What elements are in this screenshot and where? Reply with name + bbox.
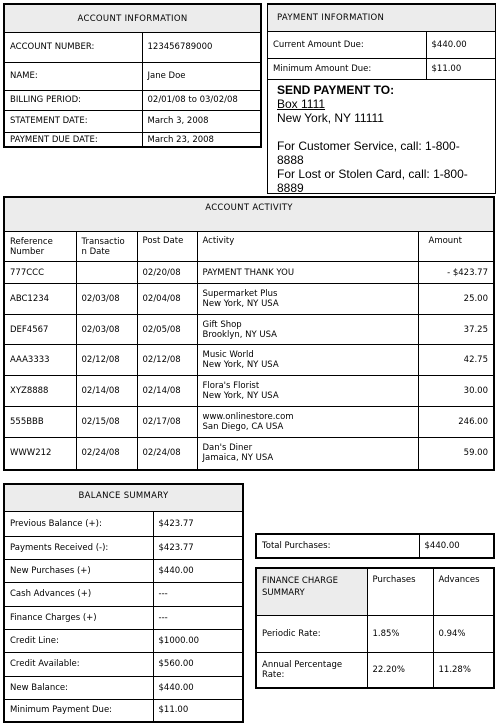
activity-reference: AAA3333 (5, 345, 76, 376)
activity-amount: 25.00 (418, 284, 493, 315)
balance-row (5, 652, 242, 676)
minimum-amount-due-value: $11.00 (426, 58, 495, 79)
balance-row (5, 582, 242, 606)
account-activity-box (3, 196, 495, 471)
balance-value: $440.00 (153, 676, 242, 699)
activity-merchant: Music World (202, 350, 254, 360)
account-information-title: ACCOUNT INFORMATION (5, 5, 260, 33)
name-row (5, 62, 260, 90)
balance-label: Minimum Payment Due: (5, 699, 153, 721)
periodic-rate-purchases: 1.85% (367, 615, 433, 652)
balance-value: $423.77 (153, 536, 242, 559)
activity-merchant: Gift Shop (202, 319, 242, 330)
activity-row (5, 407, 493, 438)
finance-charge-title-line1: FINANCE CHARGE (262, 576, 338, 586)
address-line-2: New York, NY 11111 (277, 111, 384, 125)
amount-header: Amount (418, 232, 493, 262)
activity-merchant: Dan's Diner (202, 443, 253, 454)
account-activity-table (5, 231, 493, 469)
activity-amount: 246.00 (418, 407, 493, 438)
transaction-date-header-line2: n Date (81, 246, 110, 257)
periodic-rate-label: Periodic Rate: (257, 615, 367, 652)
payment-due-date-row (5, 132, 260, 148)
balance-label: Previous Balance (+): (5, 512, 153, 536)
account-information-table (5, 33, 260, 148)
account-number-row (5, 33, 260, 62)
finance-charge-title-line2: SUMMARY (262, 588, 305, 598)
activity-description (197, 438, 418, 469)
balance-label: Payments Received (-): (5, 536, 153, 559)
current-amount-due-row (268, 32, 495, 58)
billing-period-label: BILLING PERIOD: (5, 90, 142, 110)
activity-row (5, 315, 493, 345)
activity-merchant: www.onlinestore.com (202, 412, 294, 422)
balance-value: $11.00 (153, 699, 242, 721)
activity-merchant: Supermarket Plus (202, 289, 278, 299)
payment-information-box (267, 3, 496, 194)
balance-value: --- (153, 606, 242, 629)
activity-location: New York, NY USA (202, 391, 279, 401)
send-payment-heading: SEND PAYMENT TO: (277, 83, 395, 97)
finance-rate-row (257, 615, 493, 652)
activity-reference: ABC1234 (5, 284, 76, 315)
billing-period-row (5, 90, 260, 110)
balance-label: Finance Charges (+) (5, 606, 153, 629)
balance-row (5, 676, 242, 699)
account-information-box (3, 3, 262, 148)
activity-row (5, 284, 493, 315)
customer-service-line-1: For Customer Service, call: 1-800- (277, 139, 460, 153)
customer-service-line-2: 8888 (277, 153, 304, 167)
balance-row (5, 699, 242, 721)
finance-charge-title (257, 569, 367, 615)
address-line-1: Box 1111 (277, 97, 326, 111)
activity-location: San Diego, CA USA (202, 422, 284, 432)
activity-description (197, 315, 418, 345)
activity-reference: DEF4567 (5, 315, 76, 345)
activity-transaction-date (76, 262, 137, 284)
apr-purchases: 22.20% (367, 652, 433, 687)
finance-charge-summary-box (255, 567, 495, 689)
activity-description (197, 262, 418, 284)
activity-transaction-date: 02/12/08 (76, 345, 137, 376)
activity-row (5, 345, 493, 376)
balance-row (5, 606, 242, 629)
finance-rate-row (257, 652, 493, 687)
transaction-date-header (76, 232, 137, 262)
balance-row (5, 559, 242, 582)
activity-description (197, 376, 418, 407)
balance-summary-table (5, 512, 242, 721)
balance-value: $560.00 (153, 652, 242, 676)
reference-number-header (5, 232, 76, 262)
activity-transaction-date: 02/03/08 (76, 315, 137, 345)
activity-amount: 42.75 (418, 345, 493, 376)
activity-post-date: 02/12/08 (137, 345, 197, 376)
current-amount-due-label: Current Amount Due: (268, 32, 426, 58)
balance-value: --- (153, 582, 242, 606)
balance-label: Credit Available: (5, 652, 153, 676)
activity-merchant: PAYMENT THANK YOU (202, 267, 295, 278)
apr-label-line2: Rate: (262, 669, 285, 680)
send-payment-block (277, 83, 495, 195)
balance-value: $1000.00 (153, 629, 242, 652)
balance-label: Credit Line: (5, 629, 153, 652)
payment-information-table (268, 32, 495, 80)
activity-amount: 59.00 (418, 438, 493, 469)
total-purchases-label: Total Purchases: (257, 535, 419, 557)
account-number-label: ACCOUNT NUMBER: (5, 33, 142, 62)
activity-amount: 30.00 (418, 376, 493, 407)
activity-header-row (5, 232, 493, 262)
activity-reference: 777CCC (5, 262, 76, 284)
apr-label-line1: Annual Percentage (262, 659, 343, 670)
activity-transaction-date: 02/14/08 (76, 376, 137, 407)
apr-advances: 11.28% (433, 652, 493, 687)
activity-amount: 37.25 (418, 315, 493, 345)
activity-reference: 555BBB (5, 407, 76, 438)
total-purchases-value: $440.00 (424, 541, 460, 551)
reference-header-line2: Number (10, 246, 45, 257)
account-activity-title: ACCOUNT ACTIVITY (5, 198, 493, 231)
activity-reference: XYZ8888 (5, 376, 76, 407)
payment-due-date-value: March 23, 2008 (142, 132, 260, 148)
activity-post-date: 02/24/08 (137, 438, 197, 469)
balance-row (5, 536, 242, 559)
activity-row (5, 438, 493, 469)
activity-post-date: 02/20/08 (137, 262, 197, 284)
payment-due-date-label: PAYMENT DUE DATE: (5, 132, 142, 148)
balance-value: $423.77 (153, 512, 242, 536)
balance-value: $440.00 (153, 559, 242, 582)
balance-row (5, 512, 242, 536)
billing-period-value: 02/01/08 to 03/02/08 (142, 90, 260, 110)
activity-row (5, 262, 493, 284)
balance-summary-title: BALANCE SUMMARY (5, 485, 242, 512)
advances-column-header: Advances (433, 569, 493, 615)
finance-charge-table (257, 569, 493, 687)
annual-percentage-rate-label (257, 652, 367, 687)
statement-date-label: STATEMENT DATE: (5, 110, 142, 132)
statement-date-row (5, 110, 260, 132)
balance-summary-box (3, 483, 244, 723)
activity-transaction-date: 02/03/08 (76, 284, 137, 315)
lost-card-line-1: For Lost or Stolen Card, call: 1-800- (277, 167, 468, 181)
activity-post-date: 02/04/08 (137, 284, 197, 315)
activity-description (197, 345, 418, 376)
periodic-rate-advances: 0.94% (433, 615, 493, 652)
name-label: NAME: (5, 62, 142, 90)
post-date-header: Post Date (137, 232, 197, 262)
activity-header: Activity (197, 232, 418, 262)
activity-description (197, 407, 418, 438)
balance-label: Cash Advances (+) (5, 582, 153, 606)
account-number-value: 123456789000 (142, 33, 260, 62)
payment-information-title: PAYMENT INFORMATION (268, 5, 495, 32)
total-purchases-row (257, 535, 493, 557)
activity-location: New York, NY USA (202, 299, 279, 309)
minimum-amount-due-label: Minimum Amount Due: (268, 58, 426, 79)
activity-post-date: 02/14/08 (137, 376, 197, 407)
statement-date-value: March 3, 2008 (142, 110, 260, 132)
purchases-column-header: Purchases (367, 569, 433, 615)
activity-post-date: 02/05/08 (137, 315, 197, 345)
transaction-date-header-line1: Transactio (81, 236, 125, 247)
activity-amount: - $423.77 (418, 262, 493, 284)
minimum-amount-due-row (268, 58, 495, 79)
activity-transaction-date: 02/15/08 (76, 407, 137, 438)
balance-row (5, 629, 242, 652)
total-purchases-table (257, 535, 493, 557)
balance-label: New Balance: (5, 676, 153, 699)
lost-card-line-2: 8889 (277, 181, 304, 195)
current-amount-due-value: $440.00 (426, 32, 495, 58)
activity-reference: WWW212 (5, 438, 76, 469)
activity-description (197, 284, 418, 315)
total-purchases-box (255, 533, 495, 559)
activity-location: Jamaica, NY USA (202, 453, 274, 464)
activity-merchant: Flora's Florist (202, 381, 260, 391)
activity-transaction-date: 02/24/08 (76, 438, 137, 469)
activity-location: Brooklyn, NY USA (202, 329, 277, 340)
balance-label: New Purchases (+) (5, 559, 153, 582)
name-value: Jane Doe (142, 62, 260, 90)
activity-row (5, 376, 493, 407)
finance-charge-header-row (257, 569, 493, 615)
activity-location: New York, NY USA (202, 360, 279, 370)
reference-header-line1: Reference (10, 236, 53, 247)
activity-post-date: 02/17/08 (137, 407, 197, 438)
